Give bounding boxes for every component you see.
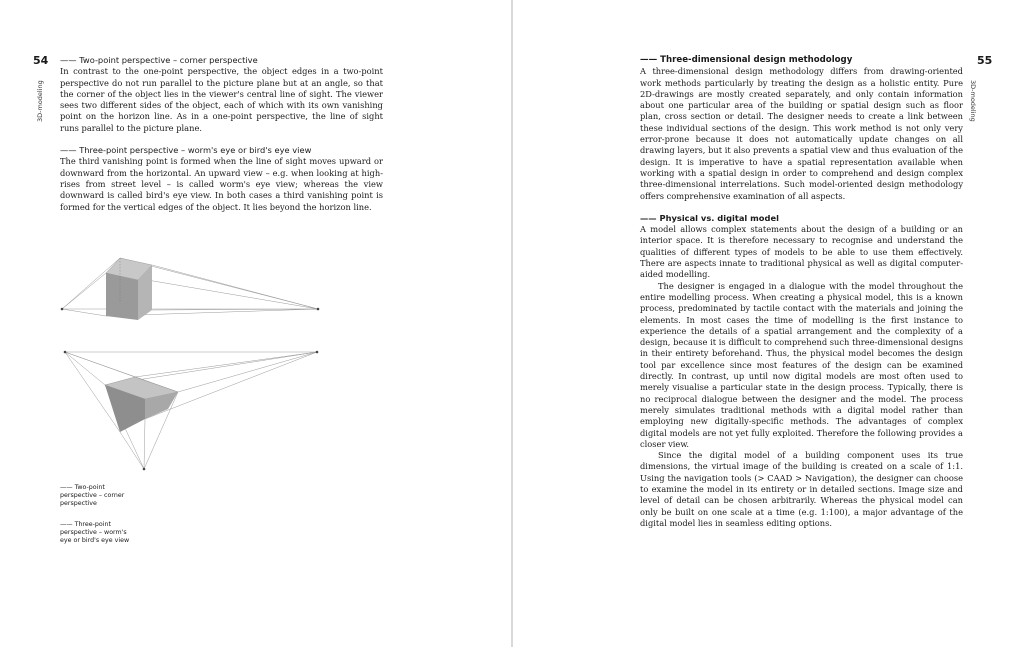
figure-caption: —— Two-point perspective – corner perspective [60, 484, 125, 507]
figure-caption: —— Three-point perspective – worm's eye or bird's eye view [60, 521, 130, 544]
left-page [0, 0, 511, 647]
page-number: 55 [977, 54, 993, 67]
right-text-column [640, 55, 963, 529]
section-heading: —— Two-point perspective – corner perspective [60, 55, 258, 65]
section-heading: —— Three-point perspective – worm's eye or bird's eye view [60, 145, 312, 156]
left-text-column [60, 55, 383, 213]
body-paragraph: Since the digital model of a building component uses its true dimensions, the virtual image of the building is created on a scale of 1:1. Using the navigation tools (> CAAD > Navigation), the designer can choose to examine the model in its entirety or in detailed sections. Image size and level of detail can be chosen arbitrarily. Whereas the physical model can only be built on one scale at a time (e.g. 1:100), a major advantage of the digital model lies in seamless editing options. [640, 450, 963, 528]
body-paragraph: The third vanishing point is formed when the line of sight moves upward or downward from the horizontal. An upward view – e.g. when looking at high-rises from street level – is called worm's eye view; whereas the view downward is called bird's eye view. In both cases a third vanishing point is formed for the vertical edges of the object. It lies beyond the horizon line. [60, 156, 383, 212]
body-paragraph: The designer is engaged in a dialogue with the model throughout the entire modelling process. When creating a physical model, this is a known process, predominated by tactile contact with the materials and joining the elements. In most cases the time of modelling is the first instance to experience the details of a spatial arrangement and the complexity of a design, because it is difficult to comprehend such three-dimensional designs in their entirety beforehand. Thus, the physical model becomes the design tool par excellence since most features of the design can be examined directly. In contrast, up until now digital models are most often used to merely visualise a particular state in the design process. Typically, there is no reciprocal dialogue between the designer and the model. The process merely simulates traditional methods with a digital model rather than employing new digitally-specific methods. The advantages of complex digital models are not yet fully exploited. Therefore the following provides a closer view. [640, 280, 963, 449]
running-header: 3D-modeling [969, 80, 977, 122]
running-header: 3D-modeling [36, 80, 44, 122]
three-point-perspective-figure [60, 347, 332, 472]
section-heading: —— Physical vs. digital model [640, 212, 779, 223]
two-point-perspective-figure [60, 248, 332, 328]
right-page [513, 0, 1024, 647]
section-heading: —— Three-dimensional design methodology [640, 55, 853, 65]
body-paragraph: A three-dimensional design methodology differs from drawing-oriented work methods particularly by treating the design as a holistic entity. Pure 2D-drawings are mostly created separately, and only contain information about one particular area of the building or spatial design such as floor plan, cross section or detail. The designer needs to create a link between these individual sections of the design. This work method is not only very error-prone because it does not automatically update changes on all drawing layers, but it also prevents a spatial view and thus evaluation of the design. It is imperative to have a spatial representation available when working with a spatial design in order to comprehend and design complex three-dimensional interrelations. Such model-oriented design methodology offers comprehensive examination of all aspects. [640, 66, 963, 201]
body-paragraph: A model allows complex statements about the design of a building or an interior space. It is therefore necessary to recognise and understand the qualities of different types of models to be able to use them effectively. There are aspects innate to traditional physical as well as digital computer-aided modelling. [640, 224, 963, 280]
page-number: 54 [33, 54, 49, 67]
body-paragraph: In contrast to the one-point perspective, the object edges in a two-point perspective do not run parallel to the picture plane but at an angle, so that the corner of the object lies in the viewer's central line of sight. The viewer sees two different sides of the object, each of which with its own vanishing point on the horizon line. As in a one-point perspective, the line of sight runs parallel to the picture plane. [60, 66, 383, 133]
